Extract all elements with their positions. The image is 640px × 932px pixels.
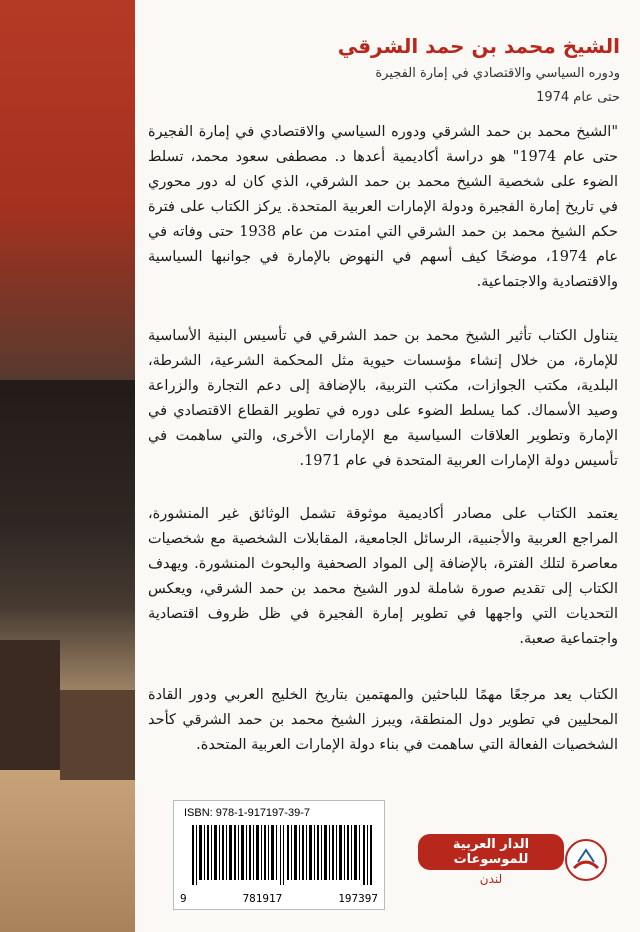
description-paragraph: يعتمد الكتاب على مصادر أكاديمية موثوقة تشمل الوثائق غير المنشورة، المراجع العربية والأجنبية، الرسائل الجامعية، المقابلات الشخصية مع شخصيات معاصرة لتلك الفترة، بالإضافة إلى المواد الصحفية والبحوث المنشورة. ويهدف الكتاب إلى تقديم صورة شاملة لدور الشيخ محمد بن حمد الشرقي، ويعكس التحديات التي واجهها في تطوير إمارة الفجيرة في ظل ظروف اقتصادية واجتماعية صعبة.	[148, 506, 618, 647]
barcode-digits	[180, 892, 378, 905]
description-paragraph: الكتاب يعد مرجعًا مهمًا للباحثين والمهتمين بتاريخ الخليج العربي ودور القادة المحليين في تطوير دول المنطقة، ويبرز الشيخ محمد بن حمد الشرقي كأحد الشخصيات الفعالة التي ساهمت في بناء دولة الإمارات العربية المتحدة.	[148, 687, 618, 753]
photo-building	[60, 690, 135, 780]
book-subtitle-date: حتى عام 1974	[536, 90, 620, 105]
cover-side-photo	[0, 0, 135, 932]
publisher-logo-block	[418, 836, 608, 884]
isbn-barcode	[173, 800, 385, 910]
book-subtitle: ودوره السياسي والاقتصادي في إمارة الفجيرة	[375, 66, 620, 81]
book-title: الشيخ محمد بن حمد الشرقي	[337, 34, 620, 58]
photo-dark-band	[0, 380, 135, 520]
publisher-logo-icon	[564, 838, 608, 882]
description-paragraph: يتناول الكتاب تأثير الشيخ محمد بن حمد الشرقي في تأسيس البنية الأساسية للإمارة، من خلال إنشاء مؤسسات حيوية مثل المحكمة الشرعية، الشرطة، البلدية، مكتب الجوازات، مكتب التربية، بالإضافة إلى دعم التجارة والزراعة وصيد الأسماك. كما يسلط الضوء على دوره في تطوير القطاع الاقتصادي في الإمارة وتطوير العلاقات السياسية مع الإمارات الأخرى، والتي ساهمت في تأسيس دولة الإمارات العربية المتحدة في عام 1971.	[148, 328, 618, 469]
publisher-city: لندن	[479, 872, 503, 886]
barcode-digit-group: 781917	[242, 892, 283, 905]
photo-sand-band	[0, 760, 135, 932]
barcode-bars	[192, 825, 372, 885]
description-paragraph: "الشيخ محمد بن حمد الشرقي ودوره السياسي والاقتصادي في إمارة الفجيرة حتى عام 1974" هو دراسة أكاديمية أعدها د. مصطفى سعود محمد، تسلط الضوء على شخصية الشيخ محمد بن حمد الشرقي، الذي كان له دور محوري في تاريخ إمارة الفجيرة ودولة الإمارات العربية المتحدة. يركز الكتاب على فترة حكم الشيخ محمد بن حمد الشرقي التي امتدت من عام 1938 حتى وفاته في عام 1974، موضحًا كيف أسهم في النهوض بالإمارة في جوانبها السياسية والاقتصادية والاجتماعية.	[148, 124, 618, 290]
barcode-digit-group: 197397	[338, 892, 378, 905]
barcode-digit-group: 9	[180, 892, 187, 905]
photo-building	[0, 640, 60, 770]
isbn-label: ISBN: 978-1-917197-39-7	[184, 807, 310, 819]
publisher-name: الدار العربية للموسوعات	[418, 834, 564, 870]
back-cover-content	[135, 0, 640, 932]
